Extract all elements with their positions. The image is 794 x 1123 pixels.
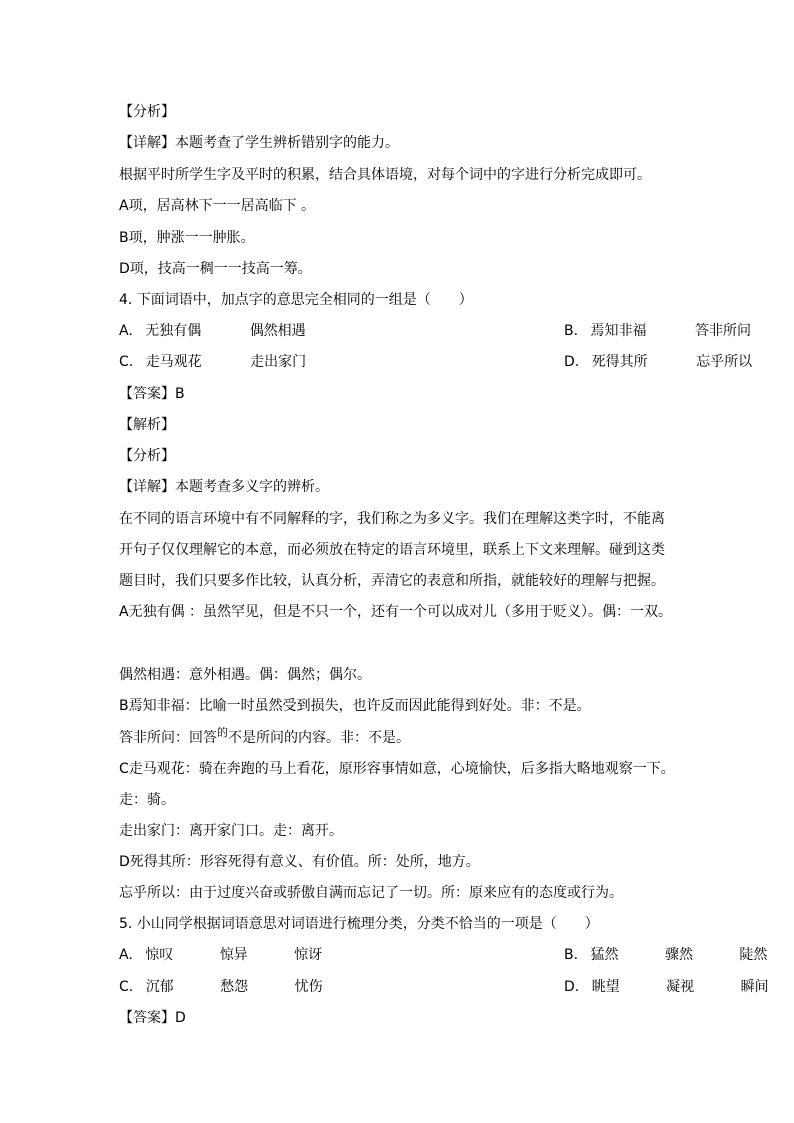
item-a: A项，居高林下一一居高临下 。 bbox=[119, 198, 316, 214]
question-4: 4. 下面词语中，加点字的意思完全相同的一组是（ ） bbox=[119, 292, 473, 308]
q5-options-row-1 bbox=[119, 946, 768, 964]
paragraph: 在不同的语言环境中有不同解释的字，我们称之为多义字。我们在理解这类字时，不能离 bbox=[119, 511, 665, 527]
q5-option-b: B. 猛然 骤然 陡然 bbox=[564, 947, 768, 963]
q5-option-a: A. 惊叹 惊异 惊讶 bbox=[119, 947, 323, 963]
item-b: B项，肿涨一一肿胀。 bbox=[119, 230, 255, 246]
q5-option-d: D. 眺望 凝视 瞬间 bbox=[564, 979, 769, 995]
item-b-definition: B焉知非福：比喻一时虽然受到损失，也许反而因此能得到好处。非：不是。 bbox=[119, 698, 591, 714]
explanation-heading: 【解析】 bbox=[119, 417, 175, 433]
q4-options-row-1 bbox=[119, 322, 751, 340]
definition-line: 走：骑。 bbox=[119, 792, 175, 808]
q5-options-row-2 bbox=[119, 978, 769, 996]
paragraph: 题目时，我们只要多作比较，认真分析，弄清它的表意和所指，就能较好的理解与把握。 bbox=[119, 573, 665, 589]
definition-line: 忘乎所以：由于过度兴奋或骄傲自满而忘记了一切。所：原来应有的态度或行为。 bbox=[119, 885, 623, 901]
definition-line: 偶然相遇：意外相遇。偶：偶然；偶尔。 bbox=[119, 667, 371, 683]
detail-heading: 【详解】本题考查了学生辨析错别字的能力。 bbox=[119, 135, 399, 151]
item-c-definition: C走马观花：骑在奔跑的马上看花，原形容事情如意，心境愉快，后多指大略地观察一下。 bbox=[119, 761, 675, 777]
definition-line: 答非所问：回答$^的$不是所问的内容。非：不是。 bbox=[119, 726, 410, 746]
item-d-definition: D死得其所：形容死得有意义、有价值。所：处所，地方。 bbox=[119, 854, 480, 870]
item-a-definition: A无独有偶 ：虽然罕见，但是不只一个，还有一个可以成对儿（多用于贬义）。偶：一双。 bbox=[119, 604, 673, 620]
paragraph: 开句子仅仅理解它的本意，而必须放在特定的语言环境里，联系上下文来理解。碰到这类 bbox=[119, 542, 665, 558]
q4-option-b: B. 焉知非福 答非所问 bbox=[564, 323, 751, 339]
paragraph: 根据平时所学生字及平时的积累，结合具体语境，对每个词中的字进行分析完成即可。 bbox=[119, 167, 651, 183]
answer-q5: 【答案】D bbox=[119, 1010, 186, 1026]
q4-option-a: A. 无独有偶 偶然相遇 bbox=[119, 323, 306, 339]
detail-heading: 【详解】本题考查多义字的辨析。 bbox=[119, 479, 329, 495]
q4-options-row-2 bbox=[119, 353, 753, 371]
item-d: D项，技高一稠一一技高一筹。 bbox=[119, 261, 312, 277]
q4-option-c: C. 走马观花 走出家门 bbox=[119, 354, 307, 370]
section-heading-analysis: 【分析】 bbox=[119, 104, 175, 120]
question-5: 5. 小山同学根据词语意思对词语进行梳理分类，分类不恰当的一项是（ ） bbox=[119, 916, 599, 932]
answer-q4: 【答案】B bbox=[119, 386, 185, 402]
definition-line: 走出家门：离开家门口。走：离开。 bbox=[119, 823, 343, 839]
section-heading-analysis: 【分析】 bbox=[119, 448, 175, 464]
q5-option-c: C. 沉郁 愁怨 忧伤 bbox=[119, 979, 323, 995]
q4-option-d: D. 死得其所 忘乎所以 bbox=[564, 354, 753, 370]
